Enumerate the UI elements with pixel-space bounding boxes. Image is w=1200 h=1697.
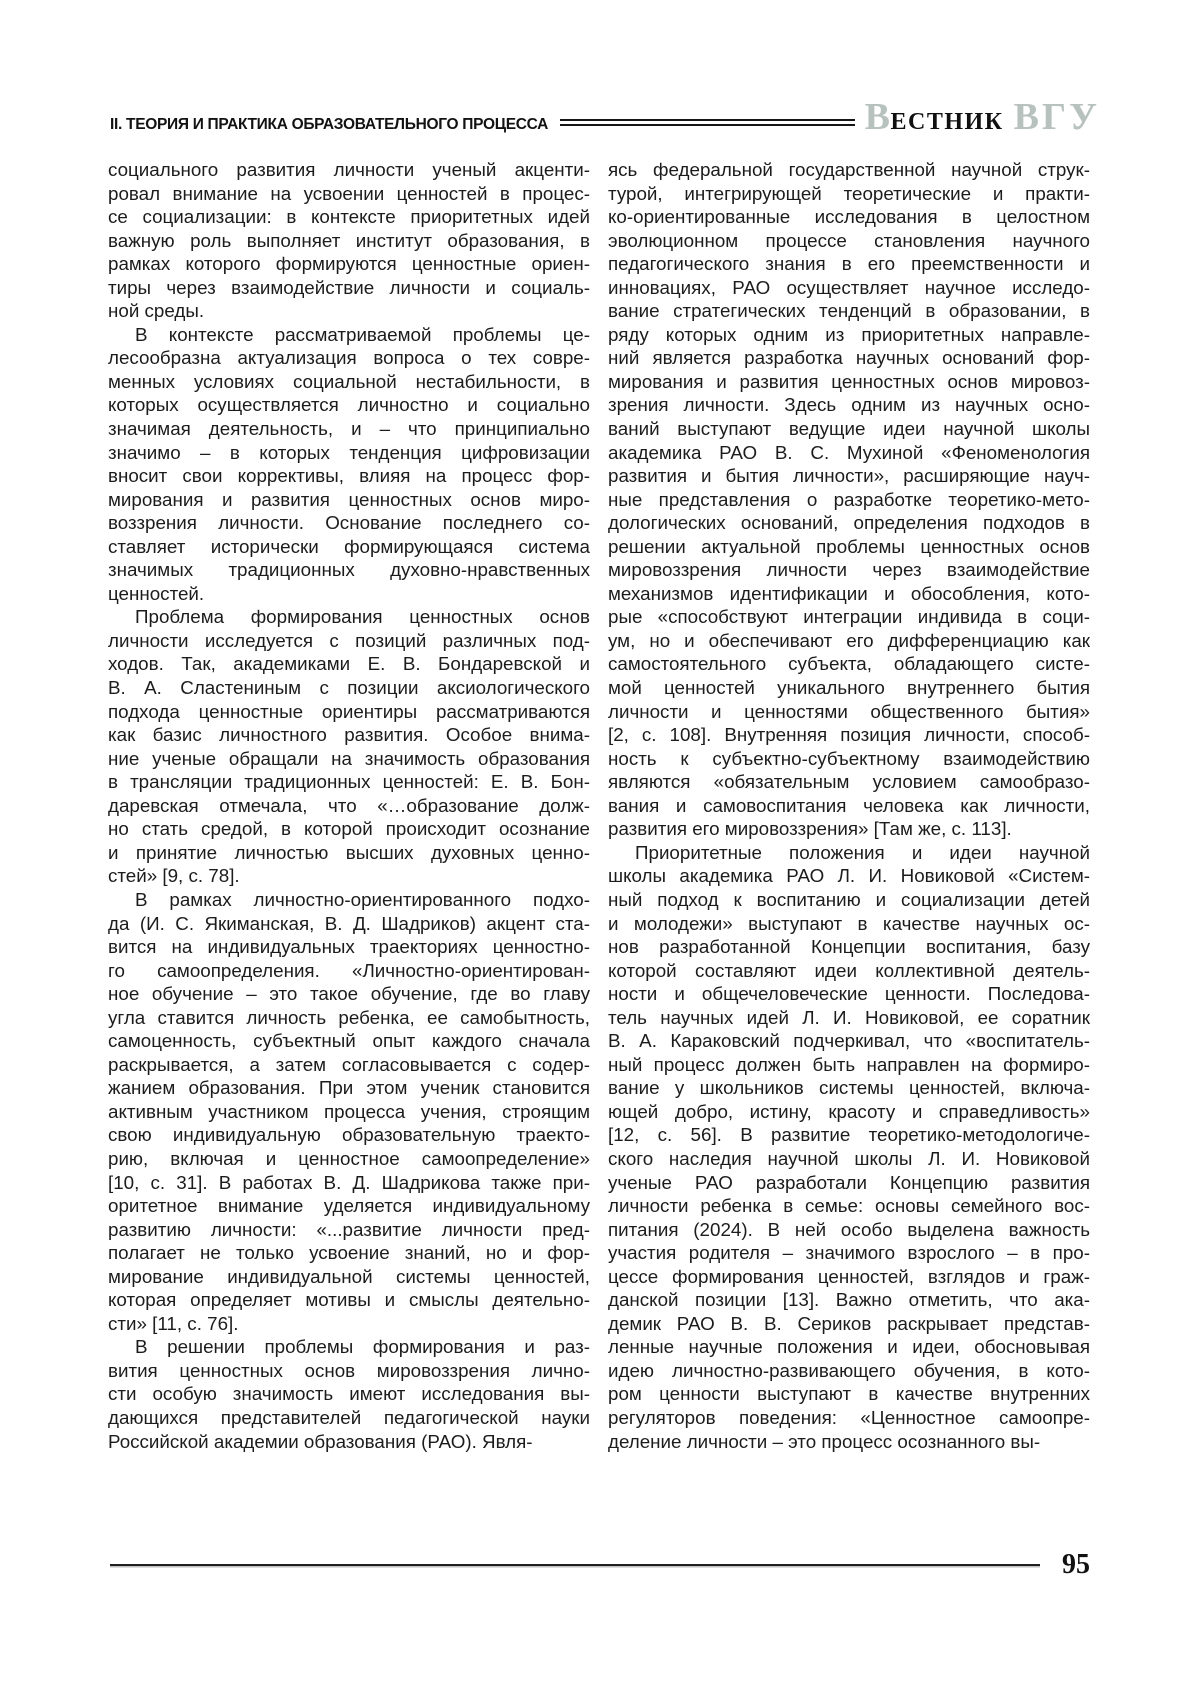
text-line: В решении проблемы формирования и раз- xyxy=(135,1336,590,1358)
text-line: Приоритетные положения и идеи научной xyxy=(635,841,1090,863)
text-line: механизмов идентификации и обособления, кото- xyxy=(608,582,1090,604)
text-line: ром ценности выступают в качестве внутренних xyxy=(608,1383,1090,1405)
text-line: ровал внимание на усвоении ценностей в процес- xyxy=(108,182,590,204)
text-line: важную роль выполняет институт образования, в xyxy=(108,229,590,251)
text-line: дологических оснований, определения подходов в xyxy=(608,512,1090,534)
text-line: оритетное внимание уделяется индивидуальному xyxy=(108,1195,590,1217)
right-column xyxy=(608,158,1090,1453)
text-line: мирование индивидуальной системы ценностей, xyxy=(108,1265,590,1287)
text-line: академика РАО В. С. Мухиной «Феноменология xyxy=(608,441,1090,463)
text-line: зрения личности. Здесь одним из научных осно- xyxy=(608,394,1090,416)
text-line: мировоззрения личности через взаимодействие xyxy=(608,559,1090,581)
text-line: В. А. Караковский подчеркивал, что «воспитатель- xyxy=(608,1030,1090,1052)
text-line: ленные научные положения и идеи, обосновывая xyxy=(608,1336,1090,1358)
text-line: менных условиях социальной нестабильности, в xyxy=(108,370,590,392)
text-line: самоценность, субъектный опыт каждого сначала xyxy=(108,1030,590,1052)
page-header xyxy=(110,98,1100,136)
text-line: питания (2024). В ней особо выделена важность xyxy=(608,1218,1090,1240)
text-line: го самоопределения. «Личностно-ориентирован- xyxy=(108,959,590,981)
text-line: ющей добро, истину, красоту и справедливость» xyxy=(608,1100,1090,1122)
text-line: ходов. Так, академиками Е. В. Бондаревской и xyxy=(108,653,590,675)
text-line: участия родителя – значимого взрослого – в про- xyxy=(608,1242,1090,1264)
journal-logo-name: ЕСТНИК xyxy=(890,109,1004,135)
text-line: да (И. С. Якиманская, В. Д. Шадриков) акцент ста- xyxy=(108,912,590,934)
text-line: ный процесс должен быть направлен на формиро- xyxy=(608,1053,1090,1075)
text-line: вится на индивидуальных траекториях ценностно- xyxy=(108,936,590,958)
text-line: полагает не только усвоение знаний, но и фор- xyxy=(108,1242,590,1264)
text-line: лесообразна актуализация вопроса о тех совре- xyxy=(108,347,590,369)
paragraph xyxy=(108,888,590,1335)
text-line: В рамках личностно-ориентированного подхо- xyxy=(135,888,590,910)
text-line: дающихся представителей педагогической науки xyxy=(108,1406,590,1428)
header-double-rule xyxy=(560,119,855,126)
text-line: се социализации: в контексте приоритетных идей xyxy=(108,206,590,228)
text-line: вносит свои коррективы, влияя на процесс фор- xyxy=(108,465,590,487)
text-line: мирования и развития ценностных основ миро- xyxy=(108,488,590,510)
text-line: рамках которого формируются ценностные ориен- xyxy=(108,253,590,275)
text-line: жанием образования. При этом ученик становится xyxy=(108,1077,590,1099)
text-line: инновациях, РАО осуществляет научное исследо- xyxy=(608,276,1090,298)
text-line: и принятие личностью высших духовных ценно- xyxy=(108,841,590,863)
text-line: [12, с. 56]. В развитие теоретико-методологиче- xyxy=(608,1124,1090,1146)
paragraph xyxy=(108,323,590,606)
text-line: значимая деятельность, и – что принципиально xyxy=(108,418,590,440)
text-line: как базис личностного развития. Особое внима- xyxy=(108,724,590,746)
text-line: подхода ценностные ориентиры рассматриваются xyxy=(108,700,590,722)
text-line: активным участником процесса учения, строящим xyxy=(108,1100,590,1122)
text-line: цессе формирования ценностей, взглядов и граж- xyxy=(608,1265,1090,1287)
text-line: нов разработанной Концепции воспитания, базу xyxy=(608,936,1090,958)
journal-logo-abbr: ВГУ xyxy=(1013,96,1100,138)
text-line: которых осуществляется личностно и социально xyxy=(108,394,590,416)
text-line: школы академика РАО Л. И. Новиковой «Систем- xyxy=(608,865,1090,887)
text-line: тель научных идей Л. И. Новиковой, ее соратник xyxy=(608,1006,1090,1028)
text-line: ный подход к воспитанию и социализации детей xyxy=(608,888,1090,910)
text-line: решении актуальной проблемы ценностных основ xyxy=(608,535,1090,557)
text-line: которая определяет мотивы и смыслы деятельно- xyxy=(108,1289,590,1311)
text-line: ные представления о разработке теоретико-мето- xyxy=(608,488,1090,510)
text-line: но стать средой, в которой происходит осознание xyxy=(108,818,590,840)
text-line: мирования и развития ценностных основ мировоз- xyxy=(608,370,1090,392)
text-line: развитию личности: «...развитие личности пред- xyxy=(108,1218,590,1240)
text-line: значимых традиционных духовно-нравственных xyxy=(108,559,590,581)
text-line: социального развития личности ученый акценти- xyxy=(108,159,590,180)
text-line: рию, включая и ценностное самоопределение» xyxy=(108,1147,590,1169)
footer-rule xyxy=(110,1564,1040,1566)
text-line: личности исследуется с позиций различных под- xyxy=(108,629,590,651)
text-line: ученые РАО разработали Концепцию развития xyxy=(608,1171,1090,1193)
text-line: мой ценностей уникального внутреннего бытия xyxy=(608,677,1090,699)
text-line: раскрывается, а затем согласовывается с содер- xyxy=(108,1053,590,1075)
text-columns xyxy=(108,158,1090,1453)
text-line: являются «обязательным условием самообразо- xyxy=(608,771,1090,793)
text-line: ной среды. xyxy=(108,300,205,322)
text-line: свою индивидуальную образовательную траекто- xyxy=(108,1124,590,1146)
text-line: и молодежи» выступают в качестве научных ос- xyxy=(608,912,1090,934)
text-line: демик РАО В. В. Сериков раскрывает представ- xyxy=(608,1312,1090,1334)
text-line: эволюционном процессе становления научного xyxy=(608,229,1090,251)
text-line: которой составляют идеи коллективной деятель- xyxy=(608,959,1090,981)
text-line: самостоятельного субъекта, обладающего систе- xyxy=(608,653,1090,675)
text-line: вание у школьников системы ценностей, включа- xyxy=(608,1077,1090,1099)
text-line: ставляет исторически формирующаяся система xyxy=(108,535,590,557)
text-line: даревская отмечала, что «…образование долж- xyxy=(108,794,590,816)
text-line: [2, с. 108]. Внутренняя позиция личности, способ- xyxy=(608,724,1090,746)
text-line: сти» [11, с. 76]. xyxy=(108,1312,239,1334)
text-line: рые «способствуют интеграции индивида в соци- xyxy=(608,606,1090,628)
section-title: II. ТЕОРИЯ И ПРАКТИКА ОБРАЗОВАТЕЛЬНОГО ПРОЦЕССА xyxy=(110,116,549,133)
page-footer xyxy=(110,1551,1090,1579)
text-line: В контексте рассматриваемой проблемы це- xyxy=(135,323,590,345)
journal-logo xyxy=(865,98,1100,136)
text-line: ценностей. xyxy=(108,582,205,604)
text-line: угла ставится личность ребенка, ее самобытность, xyxy=(108,1006,590,1028)
text-line: [10, с. 31]. В работах В. Д. Шадрикова также при- xyxy=(108,1171,590,1193)
left-column xyxy=(108,158,590,1453)
paragraph xyxy=(108,1335,590,1453)
text-line: деление личности – это процесс осознанного вы- xyxy=(608,1430,1041,1452)
text-line: сти особую значимость имеют исследования вы- xyxy=(108,1383,590,1405)
text-line: ность к субъектно-субъектному взаимодействию xyxy=(608,747,1090,769)
text-line: вания и самовоспитания человека как личности, xyxy=(608,794,1090,816)
paragraph xyxy=(108,605,590,888)
text-line: личности и ценностями общественного бытия» xyxy=(608,700,1090,722)
text-line: личности ребенка в семье: основы семейного вос- xyxy=(608,1195,1090,1217)
text-line: стей» [9, с. 78]. xyxy=(108,865,240,887)
text-line: развития и бытия личности», расширяющие науч- xyxy=(608,465,1090,487)
page-number: 95 xyxy=(1062,1549,1090,1580)
text-line: идею личностно-развивающего обучения, в кото- xyxy=(608,1359,1090,1381)
text-line: ное обучение – это такое обучение, где во главу xyxy=(108,983,590,1005)
paragraph xyxy=(608,841,1090,1453)
text-line: вития ценностных основ мировоззрения лично- xyxy=(108,1359,590,1381)
text-line: вание стратегических тенденций в образовании, в xyxy=(608,300,1090,322)
text-line: значимо – в которых тенденция цифровизации xyxy=(108,441,590,463)
text-line: в трансляции традиционных ценностей: Е. В. Бон- xyxy=(108,771,590,793)
text-line: ского наследия научной школы Л. И. Новиковой xyxy=(608,1147,1090,1169)
text-line: ности и общечеловеческие ценности. Последова- xyxy=(608,983,1090,1005)
text-line: ваний выступают ведущие идеи научной школы xyxy=(608,418,1090,440)
text-line: регуляторов поведения: «Ценностное самоопре- xyxy=(608,1406,1090,1428)
text-line: Российской академии образования (РАО). Явля- xyxy=(108,1430,533,1452)
text-line: ясь федеральной государственной научной струк- xyxy=(608,159,1090,180)
text-line: развития его мировоззрения» [Там же, с. 113]. xyxy=(608,818,1012,840)
text-line: педагогического знания в его преемственности и xyxy=(608,253,1090,275)
text-line: ряду которых одним из приоритетных направле- xyxy=(608,323,1090,345)
text-line: ко-ориентированные исследования в целостном xyxy=(608,206,1090,228)
journal-logo-initial: В xyxy=(864,96,891,138)
text-line: данской позиции [13]. Важно отметить, что ака- xyxy=(608,1289,1090,1311)
paragraph xyxy=(608,158,1090,841)
text-line: тиры через взаимодействие личности и социаль- xyxy=(108,276,590,298)
text-line: ний является разработка научных оснований фор- xyxy=(608,347,1090,369)
text-line: турой, интегрирующей теоретические и практи- xyxy=(608,182,1090,204)
text-line: ум, но и обеспечивают его дифференциацию как xyxy=(608,629,1090,651)
text-line: В. А. Сластениным с позиции аксиологического xyxy=(108,677,590,699)
text-line: Проблема формирования ценностных основ xyxy=(135,606,590,628)
text-line: ние ученые обращали на значимость образования xyxy=(108,747,590,769)
text-line: воззрения личности. Основание последнего со- xyxy=(108,512,590,534)
paragraph xyxy=(108,158,590,323)
